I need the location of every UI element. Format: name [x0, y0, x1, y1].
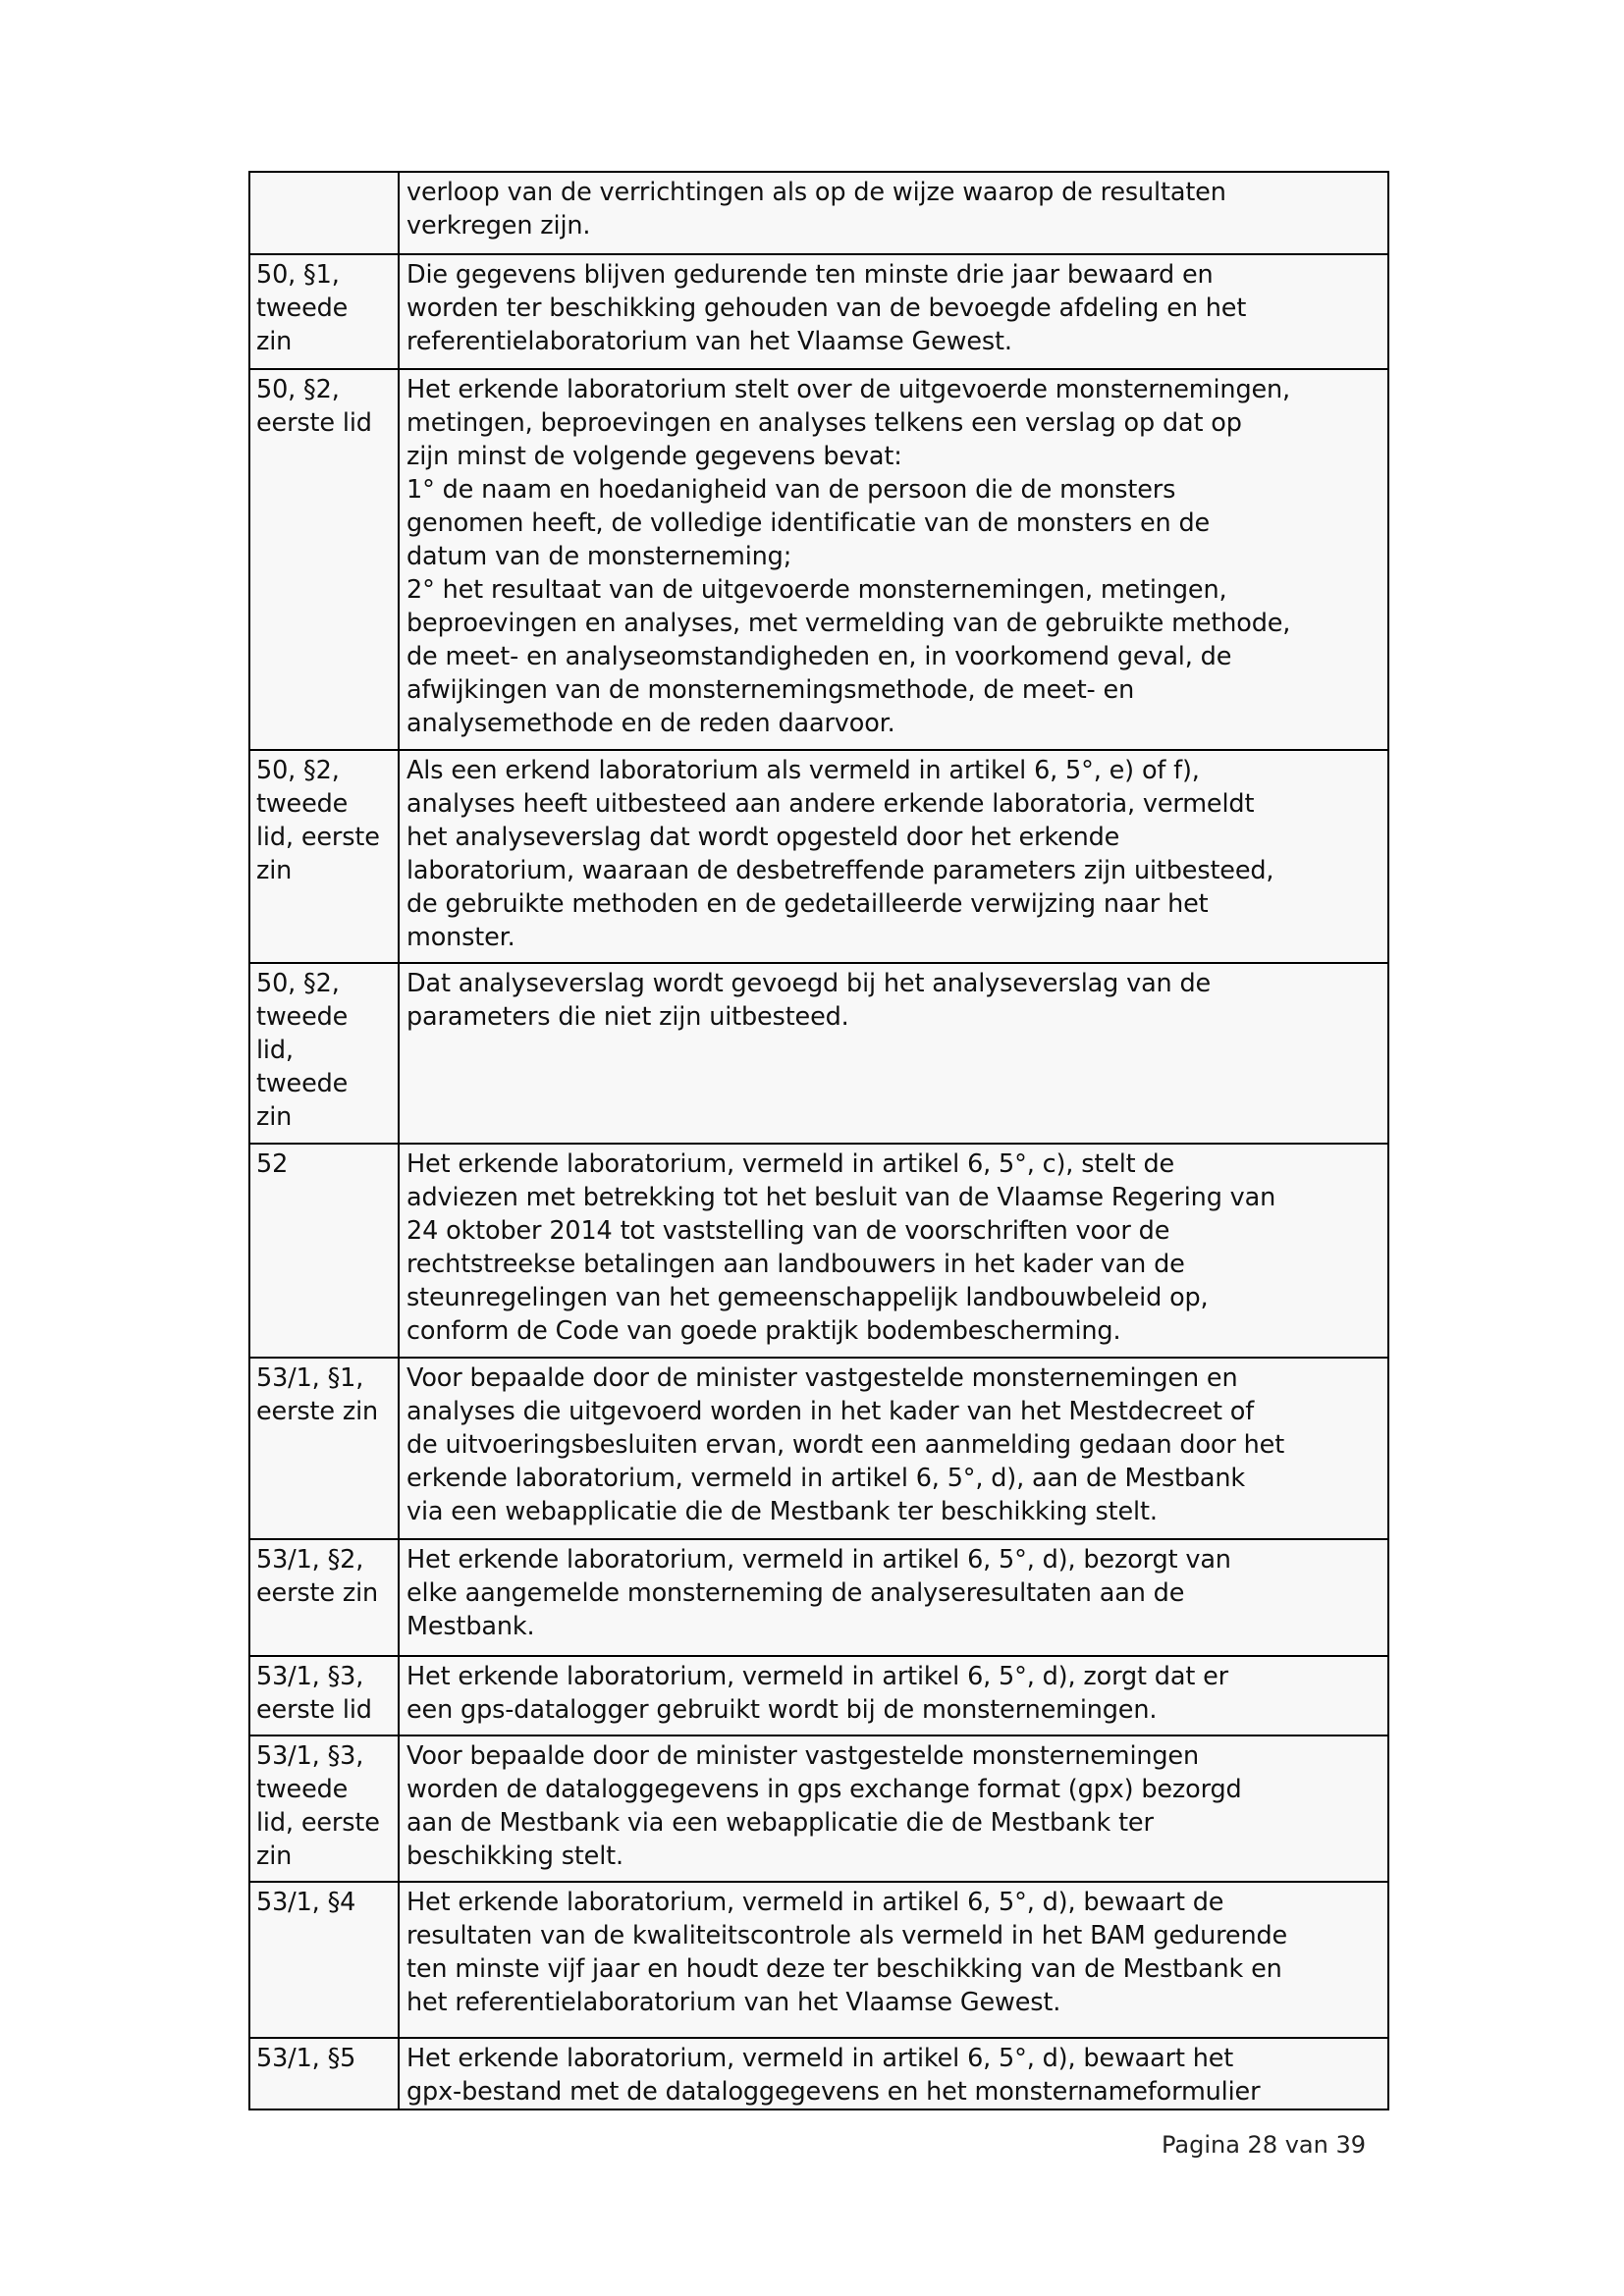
- provision-text-line: Voor bepaalde door de minister vastgestelde monsternemingen: [406, 1741, 1199, 1771]
- article-reference-line: zin: [256, 1842, 293, 1871]
- article-reference-line: 50, §2,: [256, 756, 340, 785]
- table-row: [250, 1357, 1387, 1538]
- article-reference-line: eerste lid: [256, 1695, 372, 1725]
- provision-text-line: zijn minst de volgende gegevens bevat:: [406, 442, 902, 471]
- provision-text-cell: [400, 1540, 1387, 1655]
- provision-text-line: Het erkende laboratorium, vermeld in artikel 6, 5°, d), bezorgt van: [406, 1545, 1231, 1575]
- article-reference-line: 50, §2,: [256, 375, 340, 404]
- provision-text-cell: [400, 255, 1387, 368]
- article-reference-line: eerste lid: [256, 408, 372, 438]
- provision-text-line: Dat analyseverslag wordt gevoegd bij het analyseverslag van de: [406, 969, 1212, 998]
- provision-text-line: de meet- en analyseomstandigheden en, in voorkomend geval, de: [406, 642, 1232, 671]
- table-row: [250, 253, 1387, 368]
- article-reference-line: lid, eerste: [256, 823, 380, 852]
- provision-text-line: rechtstreekse betalingen aan landbouwers in het kader van de: [406, 1250, 1185, 1279]
- provision-text-line: worden de dataloggegevens in gps exchange format (gpx) bezorgd: [406, 1775, 1242, 1804]
- provision-text-line: via een webapplicatie die de Mestbank ter beschikking stelt.: [406, 1497, 1158, 1526]
- provision-text-line: Die gegevens blijven gedurende ten minste drie jaar bewaard en: [406, 260, 1214, 290]
- article-reference-line: tweede: [256, 1775, 349, 1804]
- provision-text-line: 1° de naam en hoedanigheid van de persoon die de monsters: [406, 475, 1176, 505]
- provision-text-cell: [400, 1657, 1387, 1735]
- article-reference-line: tweede: [256, 294, 349, 323]
- provision-text-line: Mestbank.: [406, 1612, 535, 1641]
- article-reference-line: tweede: [256, 789, 349, 819]
- provision-text-line: referentielaboratorium van het Vlaamse Gewest.: [406, 327, 1012, 356]
- provision-text-line: 2° het resultaat van de uitgevoerde monsternemingen, metingen,: [406, 575, 1227, 605]
- provision-text-line: conform de Code van goede praktijk bodembescherming.: [406, 1316, 1121, 1346]
- provision-text-line: analyses die uitgevoerd worden in het kader van het Mestdecreet of: [406, 1397, 1255, 1426]
- provision-text-line: Het erkende laboratorium, vermeld in artikel 6, 5°, d), bewaart het: [406, 2044, 1234, 2073]
- provision-text-line: Het erkende laboratorium, vermeld in artikel 6, 5°, d), bewaart de: [406, 1888, 1224, 1917]
- article-reference-cell: [250, 1883, 400, 2037]
- provision-text-line: Het erkende laboratorium stelt over de uitgevoerde monsternemingen,: [406, 375, 1290, 404]
- article-reference-cell: [250, 173, 400, 253]
- regulation-table: [248, 171, 1389, 2110]
- provision-text-line: genomen heeft, de volledige identificatie van de monsters en de: [406, 508, 1211, 538]
- article-reference-line: 53/1, §3,: [256, 1741, 364, 1771]
- provision-text-line: beschikking stelt.: [406, 1842, 623, 1871]
- provision-text-line: de uitvoeringsbesluiten ervan, wordt een aanmelding gedaan door het: [406, 1430, 1285, 1460]
- provision-text-line: de gebruikte methoden en de gedetailleerde verwijzing naar het: [406, 889, 1209, 919]
- provision-text-line: Het erkende laboratorium, vermeld in artikel 6, 5°, c), stelt de: [406, 1149, 1175, 1179]
- page-number: Pagina 28 van 39: [1162, 2131, 1367, 2159]
- provision-text-line: beproevingen en analyses, met vermelding van de gebruikte methode,: [406, 609, 1291, 638]
- provision-text-cell: [400, 1359, 1387, 1538]
- article-reference-line: zin: [256, 327, 293, 356]
- provision-text-line: adviezen met betrekking tot het besluit van de Vlaamse Regering van: [406, 1183, 1276, 1212]
- article-reference-cell: [250, 751, 400, 962]
- table-row: [250, 962, 1387, 1143]
- provision-text-line: erkende laboratorium, vermeld in artikel 6, 5°, d), aan de Mestbank: [406, 1464, 1245, 1493]
- provision-text-cell: [400, 2039, 1387, 2109]
- article-reference-cell: [250, 964, 400, 1143]
- provision-text-line: verkregen zijn.: [406, 211, 591, 240]
- provision-text-line: ten minste vijf jaar en houdt deze ter beschikking van de Mestbank en: [406, 1954, 1282, 1984]
- article-reference-line: zin: [256, 1102, 293, 1132]
- table-row: [250, 1881, 1387, 2037]
- article-reference-line: 53/1, §1,: [256, 1363, 364, 1393]
- provision-text-line: het referentielaboratorium van het Vlaamse Gewest.: [406, 1988, 1061, 2017]
- provision-text-line: Voor bepaalde door de minister vastgestelde monsternemingen en: [406, 1363, 1238, 1393]
- provision-text-cell: [400, 370, 1387, 749]
- article-reference-cell: [250, 1145, 400, 1357]
- article-reference-cell: [250, 1359, 400, 1538]
- provision-text-line: Als een erkend laboratorium als vermeld in artikel 6, 5°, e) of f),: [406, 756, 1200, 785]
- article-reference-cell: [250, 1540, 400, 1655]
- provision-text-line: metingen, beproevingen en analyses telkens een verslag op dat op: [406, 408, 1242, 438]
- provision-text-line: elke aangemelde monsterneming de analyseresultaten aan de: [406, 1578, 1185, 1608]
- provision-text-cell: [400, 173, 1387, 253]
- provision-text-line: analysemethode en de reden daarvoor.: [406, 709, 895, 738]
- table-row: [250, 1655, 1387, 1735]
- article-reference-line: eerste zin: [256, 1397, 379, 1426]
- article-reference-cell: [250, 1736, 400, 1881]
- provision-text-line: aan de Mestbank via een webapplicatie die de Mestbank ter: [406, 1808, 1154, 1838]
- article-reference-cell: [250, 1657, 400, 1735]
- provision-text-cell: [400, 964, 1387, 1143]
- provision-text-line: steunregelingen van het gemeenschappelijk landbouwbeleid op,: [406, 1283, 1209, 1312]
- table-row: [250, 749, 1387, 962]
- article-reference-line: tweede: [256, 1069, 349, 1098]
- table-row: [250, 173, 1387, 253]
- article-reference-line: 53/1, §5: [256, 2044, 356, 2073]
- provision-text-line: monster.: [406, 923, 515, 952]
- provision-text-cell: [400, 1883, 1387, 2037]
- table-row: [250, 1538, 1387, 1655]
- article-reference-line: 50, §2,: [256, 969, 340, 998]
- article-reference-line: 53/1, §4: [256, 1888, 356, 1917]
- provision-text-line: parameters die niet zijn uitbesteed.: [406, 1002, 849, 1032]
- provision-text-line: datum van de monsterneming;: [406, 542, 792, 571]
- table-row: [250, 1735, 1387, 1881]
- provision-text-cell: [400, 1736, 1387, 1881]
- article-reference-line: zin: [256, 856, 293, 885]
- article-reference-line: 52: [256, 1149, 289, 1179]
- provision-text-line: Het erkende laboratorium, vermeld in artikel 6, 5°, d), zorgt dat er: [406, 1662, 1228, 1691]
- article-reference-line: 50, §1,: [256, 260, 340, 290]
- provision-text-line: laboratorium, waaraan de desbetreffende parameters zijn uitbesteed,: [406, 856, 1274, 885]
- provision-text-line: analyses heeft uitbesteed aan andere erkende laboratoria, vermeldt: [406, 789, 1255, 819]
- article-reference-cell: [250, 255, 400, 368]
- provision-text-line: het analyseverslag dat wordt opgesteld door het erkende: [406, 823, 1120, 852]
- provision-text-line: resultaten van de kwaliteitscontrole als vermeld in het BAM gedurende: [406, 1921, 1288, 1950]
- article-reference-line: eerste zin: [256, 1578, 379, 1608]
- provision-text-line: verloop van de verrichtingen als op de wijze waarop de resultaten: [406, 178, 1226, 207]
- article-reference-cell: [250, 2039, 400, 2109]
- provision-text-cell: [400, 751, 1387, 962]
- provision-text-line: gpx-bestand met de dataloggegevens en het monsternameformulier: [406, 2077, 1261, 2107]
- provision-text-line: 24 oktober 2014 tot vaststelling van de voorschriften voor de: [406, 1216, 1170, 1246]
- article-reference-line: tweede: [256, 1002, 349, 1032]
- table-row: [250, 2037, 1387, 2109]
- table-row: [250, 368, 1387, 749]
- article-reference-line: lid,: [256, 1036, 294, 1065]
- table-row: [250, 1143, 1387, 1357]
- provision-text-line: worden ter beschikking gehouden van de bevoegde afdeling en het: [406, 294, 1247, 323]
- article-reference-line: 53/1, §3,: [256, 1662, 364, 1691]
- provision-text-line: een gps-datalogger gebruikt wordt bij de monsternemingen.: [406, 1695, 1158, 1725]
- article-reference-line: lid, eerste: [256, 1808, 380, 1838]
- article-reference-cell: [250, 370, 400, 749]
- provision-text-line: afwijkingen van de monsternemingsmethode, de meet- en: [406, 675, 1135, 705]
- article-reference-line: 53/1, §2,: [256, 1545, 364, 1575]
- provision-text-cell: [400, 1145, 1387, 1357]
